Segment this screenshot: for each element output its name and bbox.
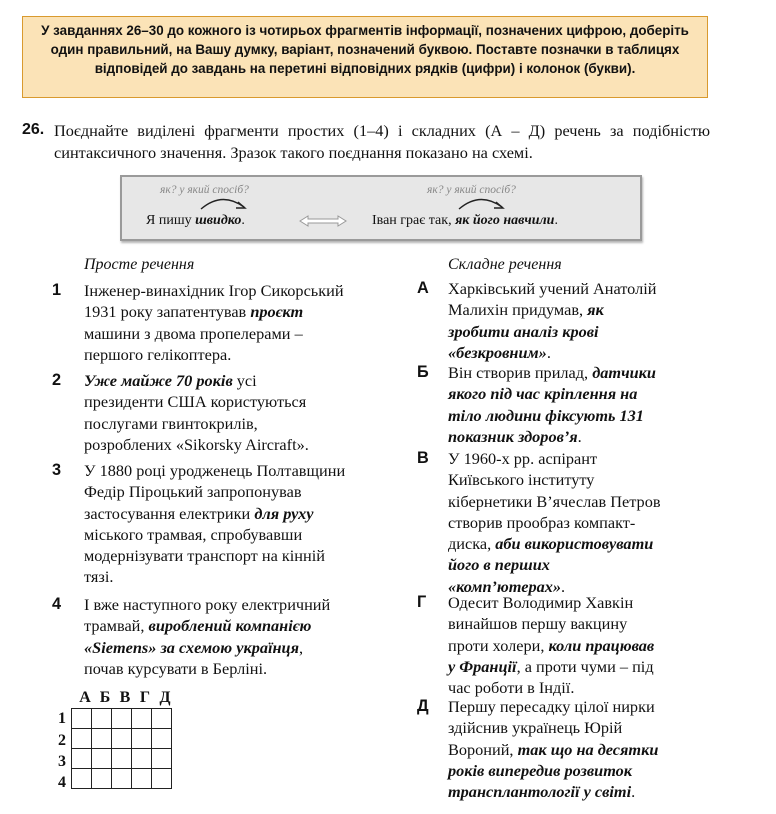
simple-item-text: Інженер-винахідник Ігор Сикорський 1931 року запатентував проєкт машини з двома пропелерами – першого гелікоптера.: [84, 281, 344, 364]
grid-cell[interactable]: [92, 769, 112, 789]
grid-cell[interactable]: [132, 729, 152, 749]
grid-cell[interactable]: [132, 709, 152, 729]
complex-item-text: У 1960-х рр. аспірант Київського інституту кібернетики В’ячеслав Петров створив прообраз компакт- диска, аби використовувати його в перших «комп’ютерах».: [448, 449, 661, 596]
simple-item-number: 3: [52, 461, 62, 479]
grid-cell[interactable]: [92, 729, 112, 749]
instruction-text: У завданнях 26–30 до кожного із чотирьох фрагментів інформації, позначених цифрою, доберіть один правильний, на Вашу думку, варіант, позначений буквою. Поставте позначки в таблицях відповідей до завдань на перетині відповідних рядків (цифри) і колонок (букви).: [41, 23, 689, 76]
double-arrow-icon: [298, 215, 348, 227]
complex-heading: Складне речення: [448, 256, 562, 273]
grid-cell[interactable]: [72, 709, 92, 729]
grid-cell[interactable]: [152, 709, 172, 729]
complex-item-text: Першу пересадку цілої нирки здійснив українець Юрій Вороний, так що на десятки років випередив розвиток трансплантології у світі.: [448, 697, 659, 802]
left-end: .: [241, 213, 245, 228]
left-plain: Я пишу: [146, 213, 196, 228]
grid-cell[interactable]: [152, 749, 172, 769]
complex-item-number: Г: [417, 593, 427, 611]
grid-cell[interactable]: [132, 769, 152, 789]
grid-cell[interactable]: [112, 749, 132, 769]
simple-item-number: 2: [52, 371, 62, 389]
curved-arrow-icon: [198, 195, 248, 211]
grid-cell[interactable]: [72, 749, 92, 769]
simple-item-number: 4: [52, 595, 62, 613]
grid-cell[interactable]: [112, 769, 132, 789]
question-number: 26.: [22, 121, 45, 138]
simple-item-number: 1: [52, 281, 62, 299]
left-bold: швидко: [195, 213, 242, 228]
complex-item-number: В: [417, 449, 429, 467]
grid-col-label: Д: [159, 689, 171, 706]
right-bold: як його навчили: [455, 213, 555, 228]
simple-item-text: Уже майже 70 років усі президенти США користуються послугами гвинтокрилів, розроблених «Sikorsky Aircraft».: [84, 371, 309, 454]
grid-row: [72, 709, 172, 729]
curved-arrow-icon: [456, 195, 506, 211]
complex-item-number: Д: [417, 697, 429, 715]
grid-row-label: 3: [58, 753, 66, 770]
question-text: Поєднайте виділені фрагменти простих (1–4) і складних (А – Д) речень за подібністю синтаксичного значення. Зразок такого поєднання показано на схемі.: [54, 121, 710, 162]
grid-cell[interactable]: [152, 729, 172, 749]
right-scheme-sentence: [372, 213, 558, 229]
grid-row: [72, 769, 172, 789]
grid-cell[interactable]: [92, 749, 112, 769]
grid-row-label: 1: [58, 710, 66, 727]
right-scheme-question: як? у який спосіб?: [427, 184, 516, 196]
answer-grid: [71, 708, 172, 789]
complex-item-text: Одесит Володимир Хавкін винайшов першу вакцину проти холери, коли працював у Франції, а проти чуми – під час роботи в Індії.: [448, 593, 655, 698]
grid-col-label: Б: [99, 689, 111, 706]
right-plain: Іван грає так,: [372, 213, 456, 228]
grid-row-label: 2: [58, 732, 66, 749]
example-scheme: [120, 175, 642, 241]
simple-item-text: У 1880 році уродженець Полтавщини Федір Піроцький запропонував застосування електрики для руху міського трамвая, спробувавши модернізувати транспорт на кінній тязі.: [84, 461, 346, 587]
complex-item-number: Б: [417, 363, 429, 381]
complex-item-text: Він створив прилад, датчики якого під час кріплення на тіло людини фіксують 131 показник здоров’я.: [448, 363, 656, 446]
grid-row-label: 4: [58, 774, 66, 791]
grid-cell[interactable]: [152, 769, 172, 789]
grid-cell[interactable]: [72, 729, 92, 749]
grid-cell[interactable]: [112, 729, 132, 749]
simple-item-text: І вже наступного року електричний трамвай, вироблений компанією «Siemens» за схемою українця, почав курсувати в Берліні.: [84, 595, 331, 678]
instruction-box: [22, 16, 708, 98]
left-scheme-question: як? у який спосіб?: [160, 184, 249, 196]
grid-cell[interactable]: [72, 769, 92, 789]
grid-col-label: А: [79, 689, 91, 706]
grid-col-label: Г: [139, 689, 151, 706]
left-scheme-sentence: [146, 213, 245, 229]
grid-cell[interactable]: [92, 709, 112, 729]
grid-cell[interactable]: [112, 709, 132, 729]
grid-row: [72, 729, 172, 749]
complex-item-text: Харківський учений Анатолій Малихін придумав, як зробити аналіз крові «безкровним».: [448, 279, 657, 362]
simple-heading: Просте речення: [84, 256, 195, 273]
grid-col-label: В: [119, 689, 131, 706]
right-end: .: [554, 213, 558, 228]
grid-cell[interactable]: [132, 749, 152, 769]
complex-item-number: А: [417, 279, 429, 297]
grid-row: [72, 749, 172, 769]
